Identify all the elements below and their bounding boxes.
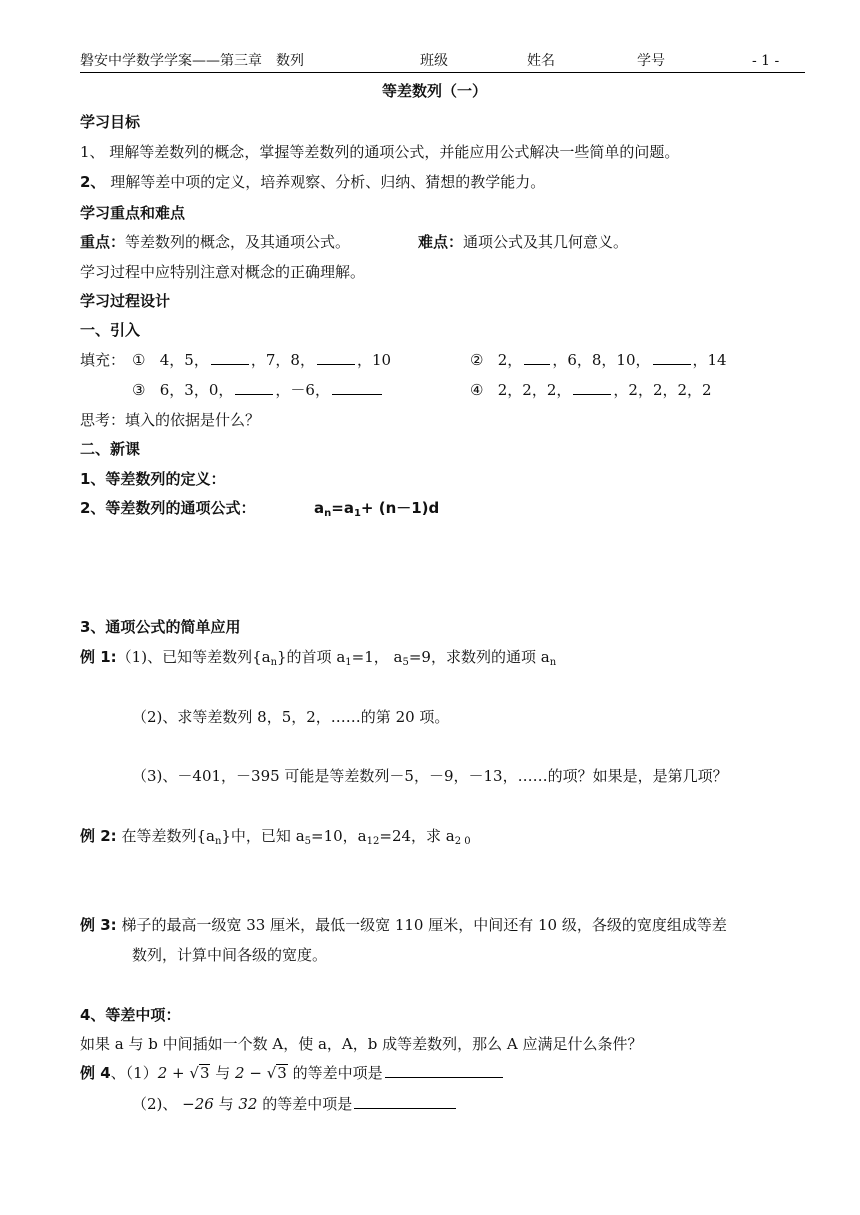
header-divider [80, 72, 805, 73]
intro-heading: 一、引入 [80, 321, 141, 339]
blank-field[interactable] [653, 350, 691, 365]
objective-item-2: 2、 理解等差中项的定义，培养观察、分析、归纳、猜想的教学能力。 [80, 173, 546, 191]
example-4-part-2: （2)、 −26 与 32 的等差中项是 [132, 1094, 458, 1114]
think-question: 思考：填入的依据是什么？ [80, 411, 261, 429]
example-3-line-1: 例 3: 梯子的最高一级宽 33 厘米，最低一级宽 110 厘米，中间还有 10 级，各级的宽度组成等差 [80, 916, 727, 934]
blank-field[interactable] [524, 350, 550, 365]
focus-difficulty: 难点：通项公式及其几何意义。 [418, 233, 629, 251]
fill-q2: ② 2， ，6，8，10， ，14 [470, 351, 727, 369]
formula-heading: 2、等差数列的通项公式： [80, 499, 256, 517]
example-3-line-2: 数列，计算中间各级的宽度。 [132, 946, 328, 964]
header-class-label: 班级 [420, 53, 448, 69]
general-term-formula: $a_n=a_1+ (n-1)d$ [314, 499, 440, 519]
mean-heading: 4、等差中项： [80, 1006, 181, 1024]
newlesson-heading: 二、新课 [80, 440, 141, 458]
blank-field[interactable] [573, 380, 611, 395]
focus-heading: 学习重点和难点 [80, 204, 186, 222]
objective-item-1: 1、 理解等差数列的概念，掌握等差数列的通项公式，并能应用公式解决一些简单的问题。 [80, 143, 680, 161]
blank-field[interactable] [211, 350, 249, 365]
blank-field[interactable] [235, 380, 273, 395]
example-1-part-3: （3)、－401，－395 可能是等差数列－5，－9，－13，……的项？如果是，是第几项？ [132, 767, 728, 785]
example-2: 例 2: 在等差数列$\{a_n\}$中，已知 $a_5=10$，$a_{12}=24$，求 $a_{2 0}$ [80, 827, 471, 847]
focus-key: 重点：等差数列的概念，及其通项公式。 [80, 233, 351, 251]
definition-heading: 1、等差数列的定义： [80, 470, 226, 488]
application-heading: 3、通项公式的简单应用 [80, 618, 241, 636]
blank-field[interactable] [332, 380, 382, 395]
focus-note: 学习过程中应特别注意对概念的正确理解。 [80, 263, 366, 281]
answer-blank[interactable] [354, 1094, 456, 1109]
fill-q3: ③ 6，3，0， ，－6， [132, 380, 384, 400]
page-title: 等差数列（一） [382, 82, 488, 100]
header-name-label: 姓名 [527, 53, 555, 69]
page-number: - 1 - [752, 53, 780, 69]
example-1-part-1: 例 1:（1)、已知等差数列$\{a_n\}$的首项 $a_1=1$， $a_5=9$，求数列的通项 $a_n$ [80, 648, 557, 668]
header-id-label: 学号 [637, 53, 665, 69]
objectives-heading: 学习目标 [80, 113, 141, 131]
fill-q1: ① 4，5， ，7，8， ，10 [132, 351, 392, 369]
mean-question: 如果 a 与 b 中间插如一个数 A，使 a，A，b 成等差数列，那么 A 应满足什么条件？ [80, 1035, 643, 1053]
example-1-part-2: （2)、求等差数列 8，5，2，……的第 20 项。 [132, 708, 450, 726]
design-heading: 学习过程设计 [80, 292, 171, 310]
fill-q4: ④ 2，2，2， ，2，2，2，2 [470, 381, 712, 399]
fill-label: 填充： [80, 351, 126, 369]
header-course: 磐安中学数学学案——第三章 数列 [80, 53, 304, 69]
answer-blank[interactable] [385, 1063, 503, 1078]
blank-field[interactable] [317, 350, 355, 365]
example-4-part-1: 例 4、（1）2 + √3 与 2 − √3 的等差中项是 [80, 1063, 505, 1083]
